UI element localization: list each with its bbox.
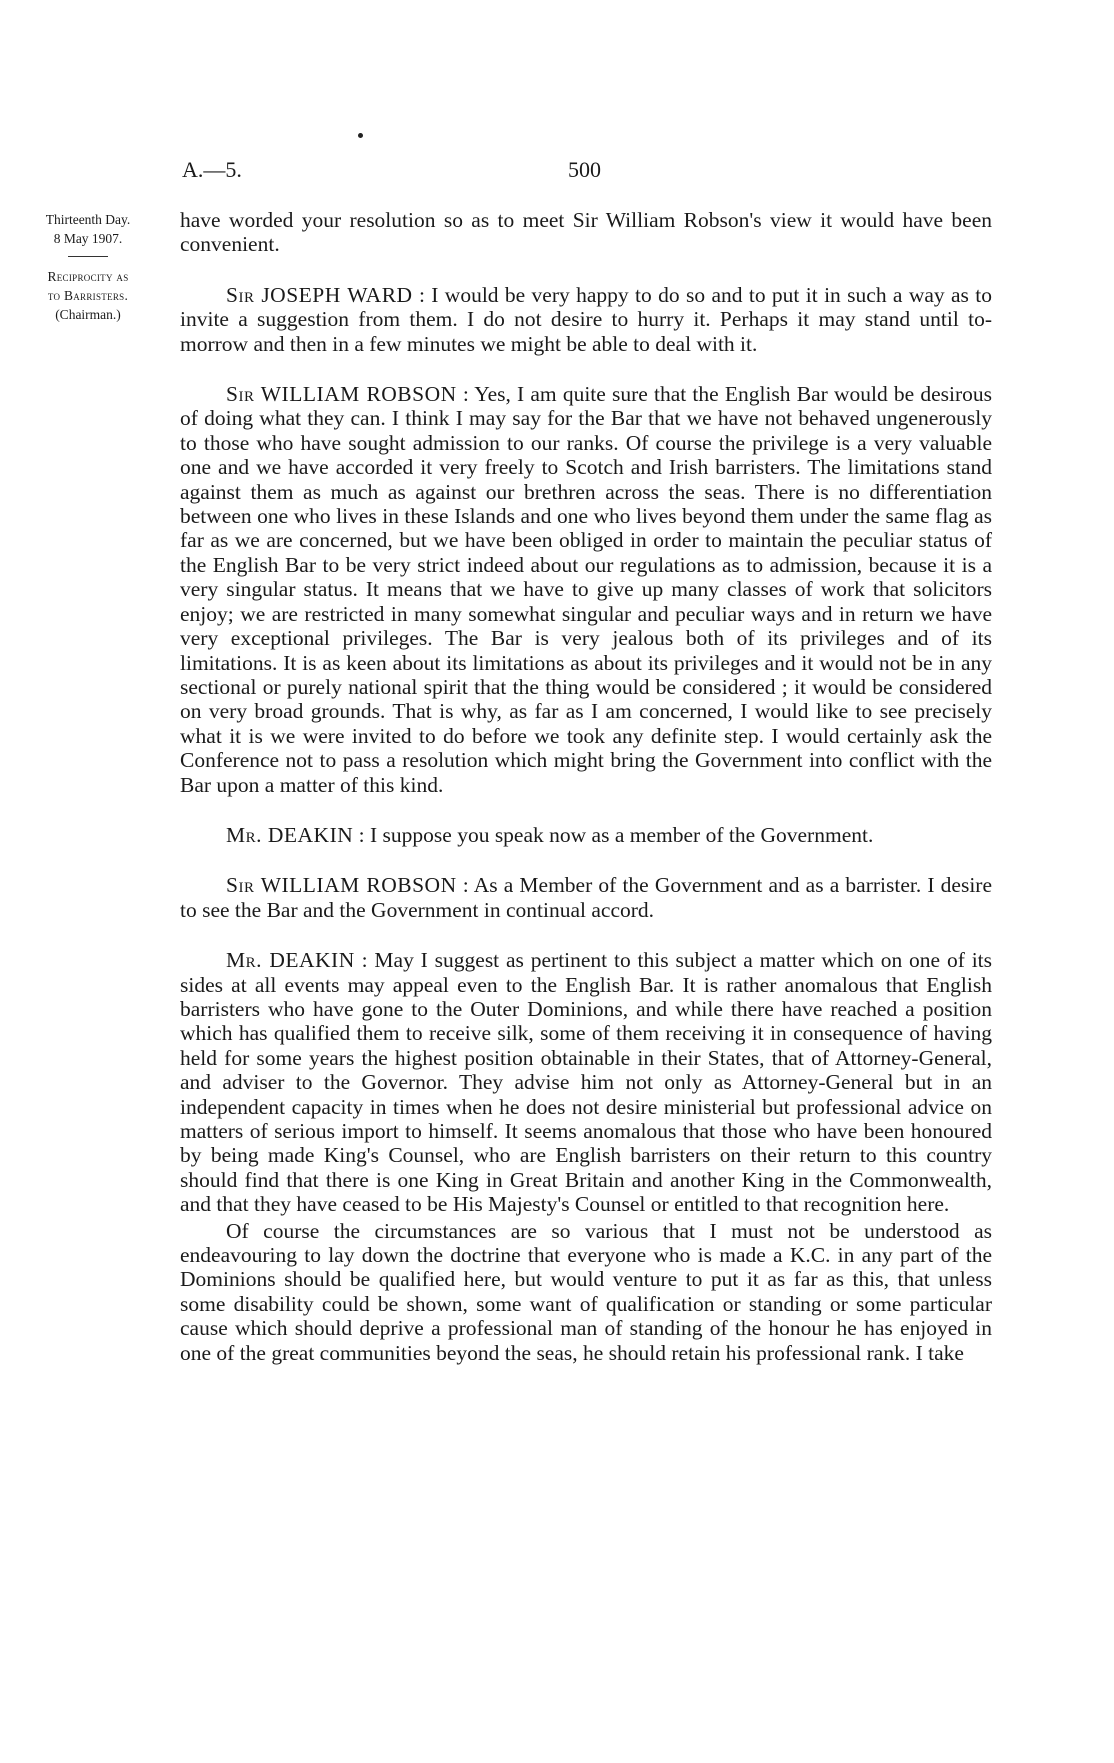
margin-date: 8 May 1907. bbox=[53, 231, 123, 246]
margin-topic-line1: Reciprocity as bbox=[47, 269, 129, 284]
margin-day: Thirteenth Day. bbox=[45, 212, 131, 227]
paragraph-text: have worded your resolution so as to meet Sir William Robson's view it would have been convenient. bbox=[180, 208, 992, 257]
margin-topic-line2: to Barristers. bbox=[47, 288, 129, 303]
paragraph-text: Of course the circumstances are so various that I must not be understood as endeavouring to lay down the doctrine that everyone who is made a K.C. in any part of the Dominions should be qualified here, but would venture to put it as far as this, that unless some disability could be shown, some want of qualification or standing or some particular cause which should deprive a professional man of standing of the honour he has enjoyed in one of the great communities beyond the seas, he should retain his professional rank. I take bbox=[180, 1218, 992, 1365]
paragraph-text: : I suppose you speak now as a member of the Government. bbox=[358, 822, 874, 847]
paragraph-william-robson-2 bbox=[180, 873, 992, 922]
paragraph-text: : As a Member of the Government and as a barrister. I desire to see the Bar and the Government in continual accord. bbox=[180, 873, 993, 922]
speaker-name: Mr. DEAKIN bbox=[226, 822, 354, 847]
paragraph-deakin-continued bbox=[180, 1219, 992, 1365]
paragraph-text: : May I suggest as pertinent to this subject a matter which on one of its sides at all events may appeal even to the English Bar. It is rather anomalous that English barristers who have gone to the Outer Dominions, and while there have reached a position which has qualified them to receive silk, some of them receiving it in consequence of having held for some years the highest position obtainable in their States, that of Attorney-General, and adviser to the Governor. They advise him not only as Attorney-General but in an independent capacity in times when he does not desire ministerial but professional advice on matters of serious import to himself. It seems anomalous that those who have been honoured by being made King's Counsel, who are English barristers on their return to this country should find that there is one King in Great Britain and another King in the Commonwealth, and that they have ceased to be His Majesty's Counsel or entitled to that recognition here. bbox=[180, 948, 993, 1217]
speaker-name: Mr. DEAKIN bbox=[226, 948, 355, 973]
paragraph-deakin-2 bbox=[180, 948, 992, 1216]
margin-speaker: (Chairman.) bbox=[55, 307, 121, 322]
paragraph-text: : Yes, I am quite sure that the English Bar would be desirous of doing what they can. I think I may say for the Bar that we have not behaved ungenerously to those who have sought admission to our ranks. Of course the privilege is a very valuable one and we have accorded it very freely to Scotch and Irish barristers. The limitations stand against them as much as against our brethren across the seas. There is no differentiation between one who lives in these Islands and one who lives beyond them under the same flag as far as we are concerned, but we have been obliged in order to maintain the peculiar status of the English Bar to be very strict indeed about our regulations as to admission, because it is a very singular status. It means that we have to give up many classes of work that solicitors enjoy; we are restricted in many somewhat singular and peculiar ways and in return we have very exceptional privileges. The Bar is very jealous both of its privileges and of its limitations. It is as keen about its limitations as about its privileges and it would not be in any sectional or purely national spirit that the thing would be considered ; it would be considered on very broad grounds. That is why, as far as I am concerned, I would like to see precisely what it is we were invited to do before we took any definite step. I would certainly ask the Conference not to pass a resolution which might bring the Government into conflict with the Bar upon a matter of this kind. bbox=[180, 382, 993, 797]
paragraph-text: : I would be very happy to do so and to put it in such a way as to invite a suggestion from them. I do not desire to hurry it. Perhaps it may stand until to-morrow and then in a few minutes we might be able to deal with it. bbox=[180, 282, 993, 356]
speaker-name: Sir WILLIAM ROBSON bbox=[226, 382, 457, 407]
paragraph-joseph-ward bbox=[180, 283, 992, 356]
paragraph-deakin bbox=[180, 823, 992, 847]
paragraph-continuation bbox=[180, 208, 992, 257]
speaker-name: Sir WILLIAM ROBSON bbox=[226, 873, 457, 898]
body-text bbox=[180, 208, 992, 1391]
page-number: 500 bbox=[568, 157, 601, 182]
stray-mark bbox=[358, 133, 363, 138]
paragraph-william-robson bbox=[180, 382, 992, 797]
margin-divider bbox=[68, 256, 108, 257]
margin-note bbox=[8, 210, 168, 324]
section-code: A.—5. bbox=[182, 157, 242, 182]
speaker-name: Sir JOSEPH WARD bbox=[226, 282, 413, 307]
